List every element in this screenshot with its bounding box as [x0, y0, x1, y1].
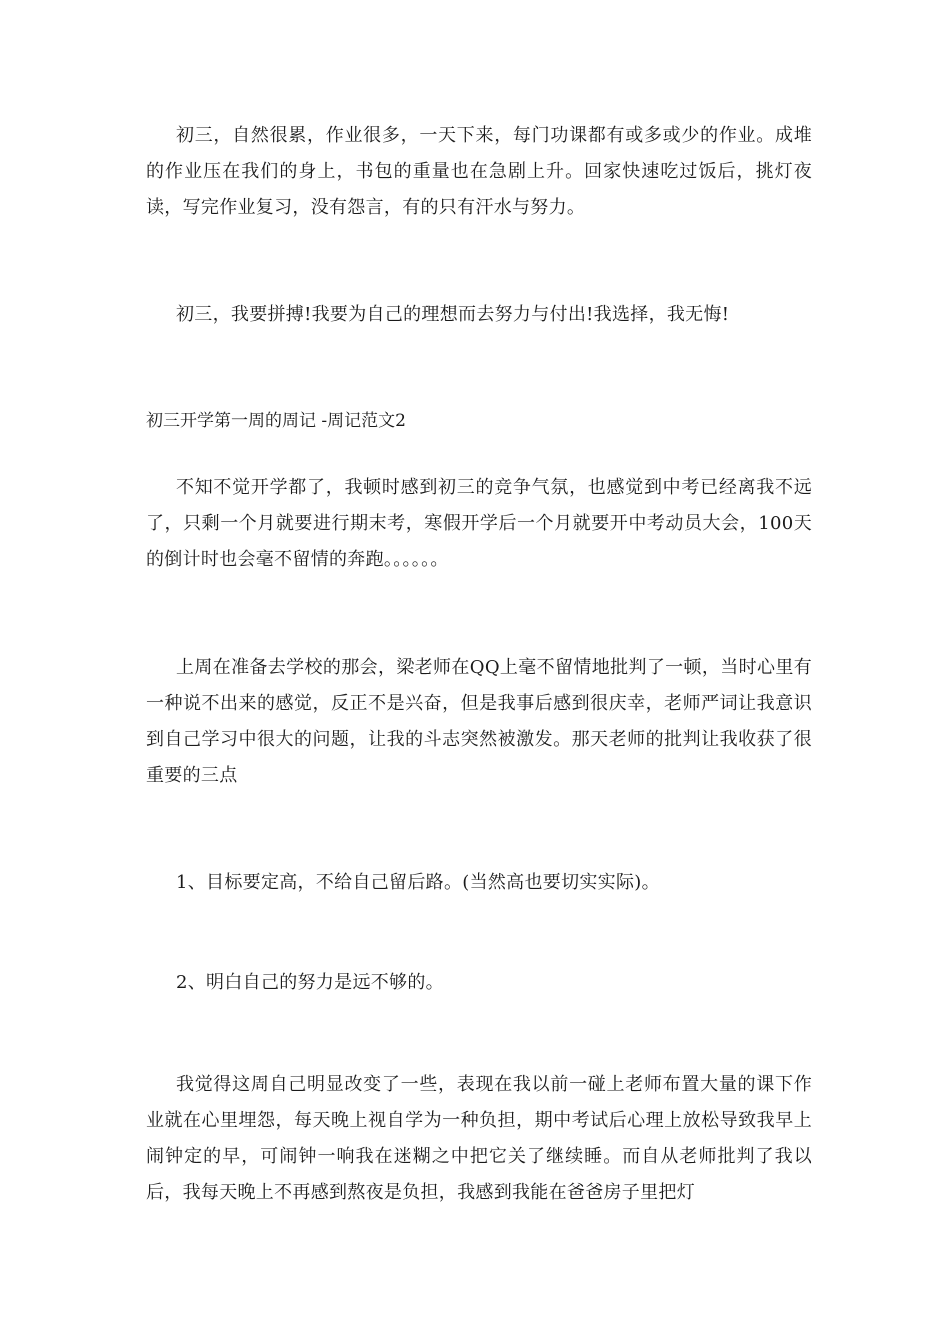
section-heading: 初三开学第一周的周记 -周记范文2 [146, 411, 406, 431]
paragraph-resolve: 初三，我要拼搏!我要为自己的理想而去努力与付出!我选择，我无悔! [176, 304, 730, 325]
paragraph-start-of-term: 不知不觉开学都了，我顿时感到初三的竞争气氛，也感觉到中考已经离我不远了，只剩一个月就要进行期末考，寒假开学后一个月就要开中考动员大会，100天的倒计时也会毫不留情的奔跑。。。。。。 [146, 477, 812, 570]
list-item-point-2: 2、明白自己的努力是远不够的。 [176, 972, 444, 993]
paragraph-teacher-criticism: 上周在准备去学校的那会，梁老师在QQ上毫不留情地批判了一顿，当时心里有一种说不出来的感觉，反正不是兴奋，但是我事后感到很庆幸，老师严词让我意识到自己学习中很大的问题，让我的斗志突然被激发。那天老师的批判让我收获了很重要的三点 [146, 657, 812, 786]
paragraph-change: 我觉得这周自己明显改变了一些，表现在我以前一碰上老师布置大量的课下作业就在心里埋怨，每天晚上视自学为一种负担，期中考试后心理上放松导致我早上闹钟定的早，可闹钟一响我在迷糊之中把它关了继续睡。而自从老师批判了我以后，我每天晚上不再感到熬夜是负担，我感到我能在爸爸房子里把灯 [146, 1074, 812, 1203]
list-item-point-1: 1、目标要定高，不给自己留后路。(当然高也要切实实际)。 [176, 872, 660, 893]
paragraph-homework: 初三，自然很累，作业很多，一天下来，每门功课都有或多或少的作业。成堆的作业压在我们的身上，书包的重量也在急剧上升。回家快速吃过饭后，挑灯夜读，写完作业复习，没有怨言，有的只有汗水与努力。 [146, 125, 812, 218]
